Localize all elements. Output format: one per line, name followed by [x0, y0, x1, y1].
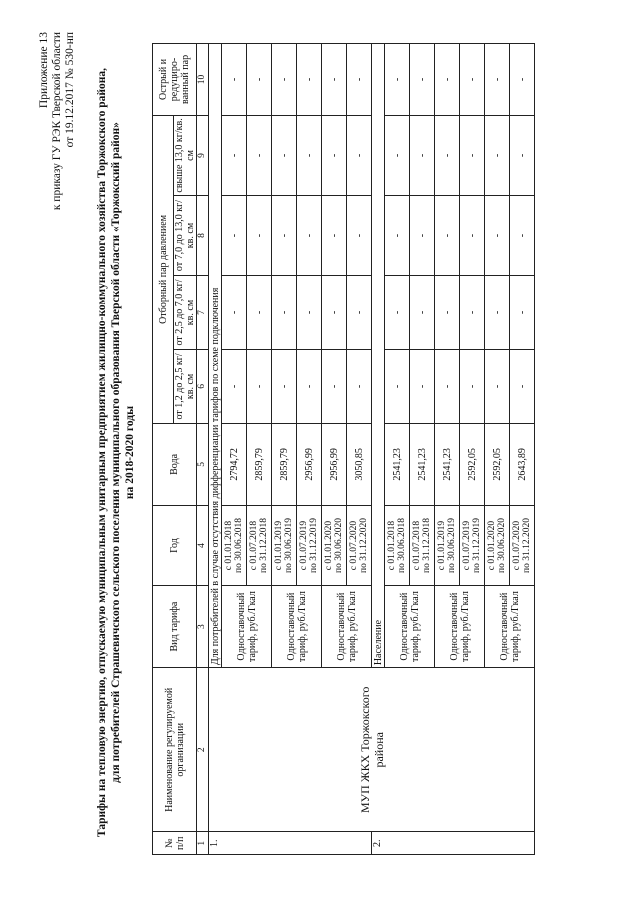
- empty-tariff-cell: -: [460, 349, 485, 423]
- column-numbers-row: [197, 44, 209, 855]
- empty-tariff-cell: -: [460, 276, 485, 350]
- empty-tariff-cell: -: [272, 276, 297, 350]
- empty-tariff-cell: -: [485, 276, 510, 350]
- section-number: 1.: [209, 832, 372, 855]
- header-steam-2: от 2,5 до 7,0 кг/кв. см: [174, 276, 197, 350]
- period-cell: с 01.07.2018 по 31.12.2018: [410, 505, 435, 585]
- empty-tariff-cell: -: [460, 115, 485, 195]
- appendix-line-3: от 19.12.2017 № 530-нп: [64, 32, 76, 148]
- organization-name: МУП ЖКХ Торжокского района: [209, 668, 535, 832]
- period-cell: с 01.01.2020 по 30.06.2020: [485, 505, 510, 585]
- period-cell: с 01.01.2019 по 30.06.2019: [272, 505, 297, 585]
- column-number: 3: [197, 586, 209, 668]
- empty-tariff-cell: -: [435, 276, 460, 350]
- tariff-type: Одноставочный тариф, руб./Гкал: [222, 586, 272, 668]
- water-tariff-cell: 2794,72: [222, 423, 247, 505]
- empty-tariff-cell: -: [322, 349, 347, 423]
- empty-tariff-cell: -: [410, 195, 435, 275]
- section-label: Для потребителей в случае отсутствия дифференциации тарифов по схеме подключения: [209, 44, 222, 668]
- column-number: 9: [197, 115, 209, 195]
- empty-tariff-cell: -: [510, 195, 535, 275]
- empty-tariff-cell: -: [435, 195, 460, 275]
- period-cell: с 01.07.2019 по 31.12.2019: [460, 505, 485, 585]
- empty-tariff-cell: -: [385, 349, 410, 423]
- tariff-table-body: [209, 44, 535, 855]
- column-number: 6: [197, 349, 209, 423]
- section-label: Население: [372, 44, 385, 668]
- empty-tariff-cell: -: [410, 115, 435, 195]
- empty-tariff-cell: -: [322, 115, 347, 195]
- column-number: 4: [197, 505, 209, 585]
- section-number: 2.: [372, 832, 535, 855]
- water-tariff-cell: 2592,05: [485, 423, 510, 505]
- empty-tariff-cell: -: [435, 44, 460, 116]
- empty-tariff-cell: -: [385, 115, 410, 195]
- appendix-note: [38, 32, 77, 210]
- empty-tariff-cell: -: [460, 195, 485, 275]
- tariff-type: Одноставочный тариф, руб./Гкал: [322, 586, 372, 668]
- period-cell: с 01.01.2019 по 30.06.2019: [435, 505, 460, 585]
- period-cell: с 01.01.2018 по 30.06.2018: [222, 505, 247, 585]
- empty-tariff-cell: -: [410, 349, 435, 423]
- period-cell: с 01.07.2019 по 31.12.2019: [297, 505, 322, 585]
- empty-tariff-cell: -: [485, 44, 510, 116]
- title-line-3: на 2018-2020 годы: [124, 405, 136, 500]
- header-water: Вода: [153, 423, 197, 505]
- document-title: [95, 40, 137, 865]
- header-steam-4: свыше 13,0 кг/кв. см: [174, 115, 197, 195]
- header-sharp-steam: Острый и редуциро- ванный пар: [153, 44, 197, 116]
- tariff-type: Одноставочный тариф, руб./Гкал: [435, 586, 485, 668]
- empty-tariff-cell: -: [247, 44, 272, 116]
- empty-tariff-cell: -: [272, 195, 297, 275]
- header-num: № п/п: [153, 832, 197, 855]
- empty-tariff-cell: -: [410, 276, 435, 350]
- empty-tariff-cell: -: [322, 195, 347, 275]
- water-tariff-cell: 2956,99: [322, 423, 347, 505]
- water-tariff-cell: 2859,79: [272, 423, 297, 505]
- period-cell: с 01.01.2020 по 30.06.2020: [322, 505, 347, 585]
- empty-tariff-cell: -: [347, 44, 372, 116]
- empty-tariff-cell: -: [297, 115, 322, 195]
- column-number: 8: [197, 195, 209, 275]
- header-org: Наименование регулируемой организации: [153, 668, 197, 832]
- appendix-line-1: Приложение 13: [38, 32, 50, 109]
- empty-tariff-cell: -: [222, 195, 247, 275]
- empty-tariff-cell: -: [435, 349, 460, 423]
- water-tariff-cell: 2541,23: [385, 423, 410, 505]
- tariff-type: Одноставочный тариф, руб./Гкал: [485, 586, 535, 668]
- empty-tariff-cell: -: [272, 349, 297, 423]
- empty-tariff-cell: -: [322, 44, 347, 116]
- empty-tariff-cell: -: [510, 44, 535, 116]
- column-number: 2: [197, 668, 209, 832]
- title-line-2: для потребителей Страшевичского сельского поселения муниципального образования Тверской области «Торжокский район»: [110, 122, 122, 783]
- empty-tariff-cell: -: [410, 44, 435, 116]
- empty-tariff-cell: -: [347, 115, 372, 195]
- header-year: Год: [153, 505, 197, 585]
- period-cell: с 01.07.2020 по 31.12.2020: [510, 505, 535, 585]
- empty-tariff-cell: -: [297, 195, 322, 275]
- empty-tariff-cell: -: [247, 115, 272, 195]
- water-tariff-cell: 2592,05: [460, 423, 485, 505]
- empty-tariff-cell: -: [460, 44, 485, 116]
- empty-tariff-cell: -: [247, 195, 272, 275]
- empty-tariff-cell: -: [222, 115, 247, 195]
- section-header-row: [209, 44, 222, 855]
- water-tariff-cell: 2956,99: [297, 423, 322, 505]
- empty-tariff-cell: -: [222, 349, 247, 423]
- empty-tariff-cell: -: [322, 276, 347, 350]
- column-number: 5: [197, 423, 209, 505]
- appendix-line-2: к приказу ГУ РЭК Тверской области: [51, 32, 63, 211]
- water-tariff-cell: 2643,89: [510, 423, 535, 505]
- empty-tariff-cell: -: [435, 115, 460, 195]
- empty-tariff-cell: -: [385, 276, 410, 350]
- empty-tariff-cell: -: [247, 349, 272, 423]
- title-line-1: Тарифы на тепловую энергию, отпускаемую муниципальным унитарным предприятием жилищно-коммунального хозяйства Торжокского района,: [96, 67, 108, 838]
- period-cell: с 01.07.2020 по 31.12.2020: [347, 505, 372, 585]
- column-number: 7: [197, 276, 209, 350]
- empty-tariff-cell: -: [385, 44, 410, 116]
- empty-tariff-cell: -: [510, 115, 535, 195]
- empty-tariff-cell: -: [485, 115, 510, 195]
- empty-tariff-cell: -: [222, 276, 247, 350]
- empty-tariff-cell: -: [510, 349, 535, 423]
- empty-tariff-cell: -: [297, 276, 322, 350]
- period-cell: с 01.07.2018 по 31.12.2018: [247, 505, 272, 585]
- water-tariff-cell: 2859,79: [247, 423, 272, 505]
- column-number: 10: [197, 44, 209, 116]
- column-number: 1: [197, 832, 209, 855]
- tariff-type: Одноставочный тариф, руб./Гкал: [272, 586, 322, 668]
- empty-tariff-cell: -: [297, 349, 322, 423]
- empty-tariff-cell: -: [485, 349, 510, 423]
- header-steam-3: от 7,0 до 13,0 кг/кв. см: [174, 195, 197, 275]
- header-tariff-type: Вид тарифа: [153, 586, 197, 668]
- water-tariff-cell: 3050,85: [347, 423, 372, 505]
- empty-tariff-cell: -: [347, 195, 372, 275]
- empty-tariff-cell: -: [222, 44, 247, 116]
- empty-tariff-cell: -: [510, 276, 535, 350]
- water-tariff-cell: 2541,23: [435, 423, 460, 505]
- water-tariff-cell: 2541,23: [410, 423, 435, 505]
- empty-tariff-cell: -: [247, 276, 272, 350]
- empty-tariff-cell: -: [347, 276, 372, 350]
- empty-tariff-cell: -: [385, 195, 410, 275]
- header-steam-1: от 1,2 до 2,5 кг/кв. см: [174, 349, 197, 423]
- empty-tariff-cell: -: [297, 44, 322, 116]
- empty-tariff-cell: -: [272, 44, 297, 116]
- header-steam-group: Отборный пар давлением: [153, 115, 174, 423]
- tariff-table: [152, 43, 535, 855]
- period-cell: с 01.01.2018 по 30.06.2018: [385, 505, 410, 585]
- empty-tariff-cell: -: [272, 115, 297, 195]
- tariff-type: Одноставочный тариф, руб./Гкал: [385, 586, 435, 668]
- empty-tariff-cell: -: [485, 195, 510, 275]
- empty-tariff-cell: -: [347, 349, 372, 423]
